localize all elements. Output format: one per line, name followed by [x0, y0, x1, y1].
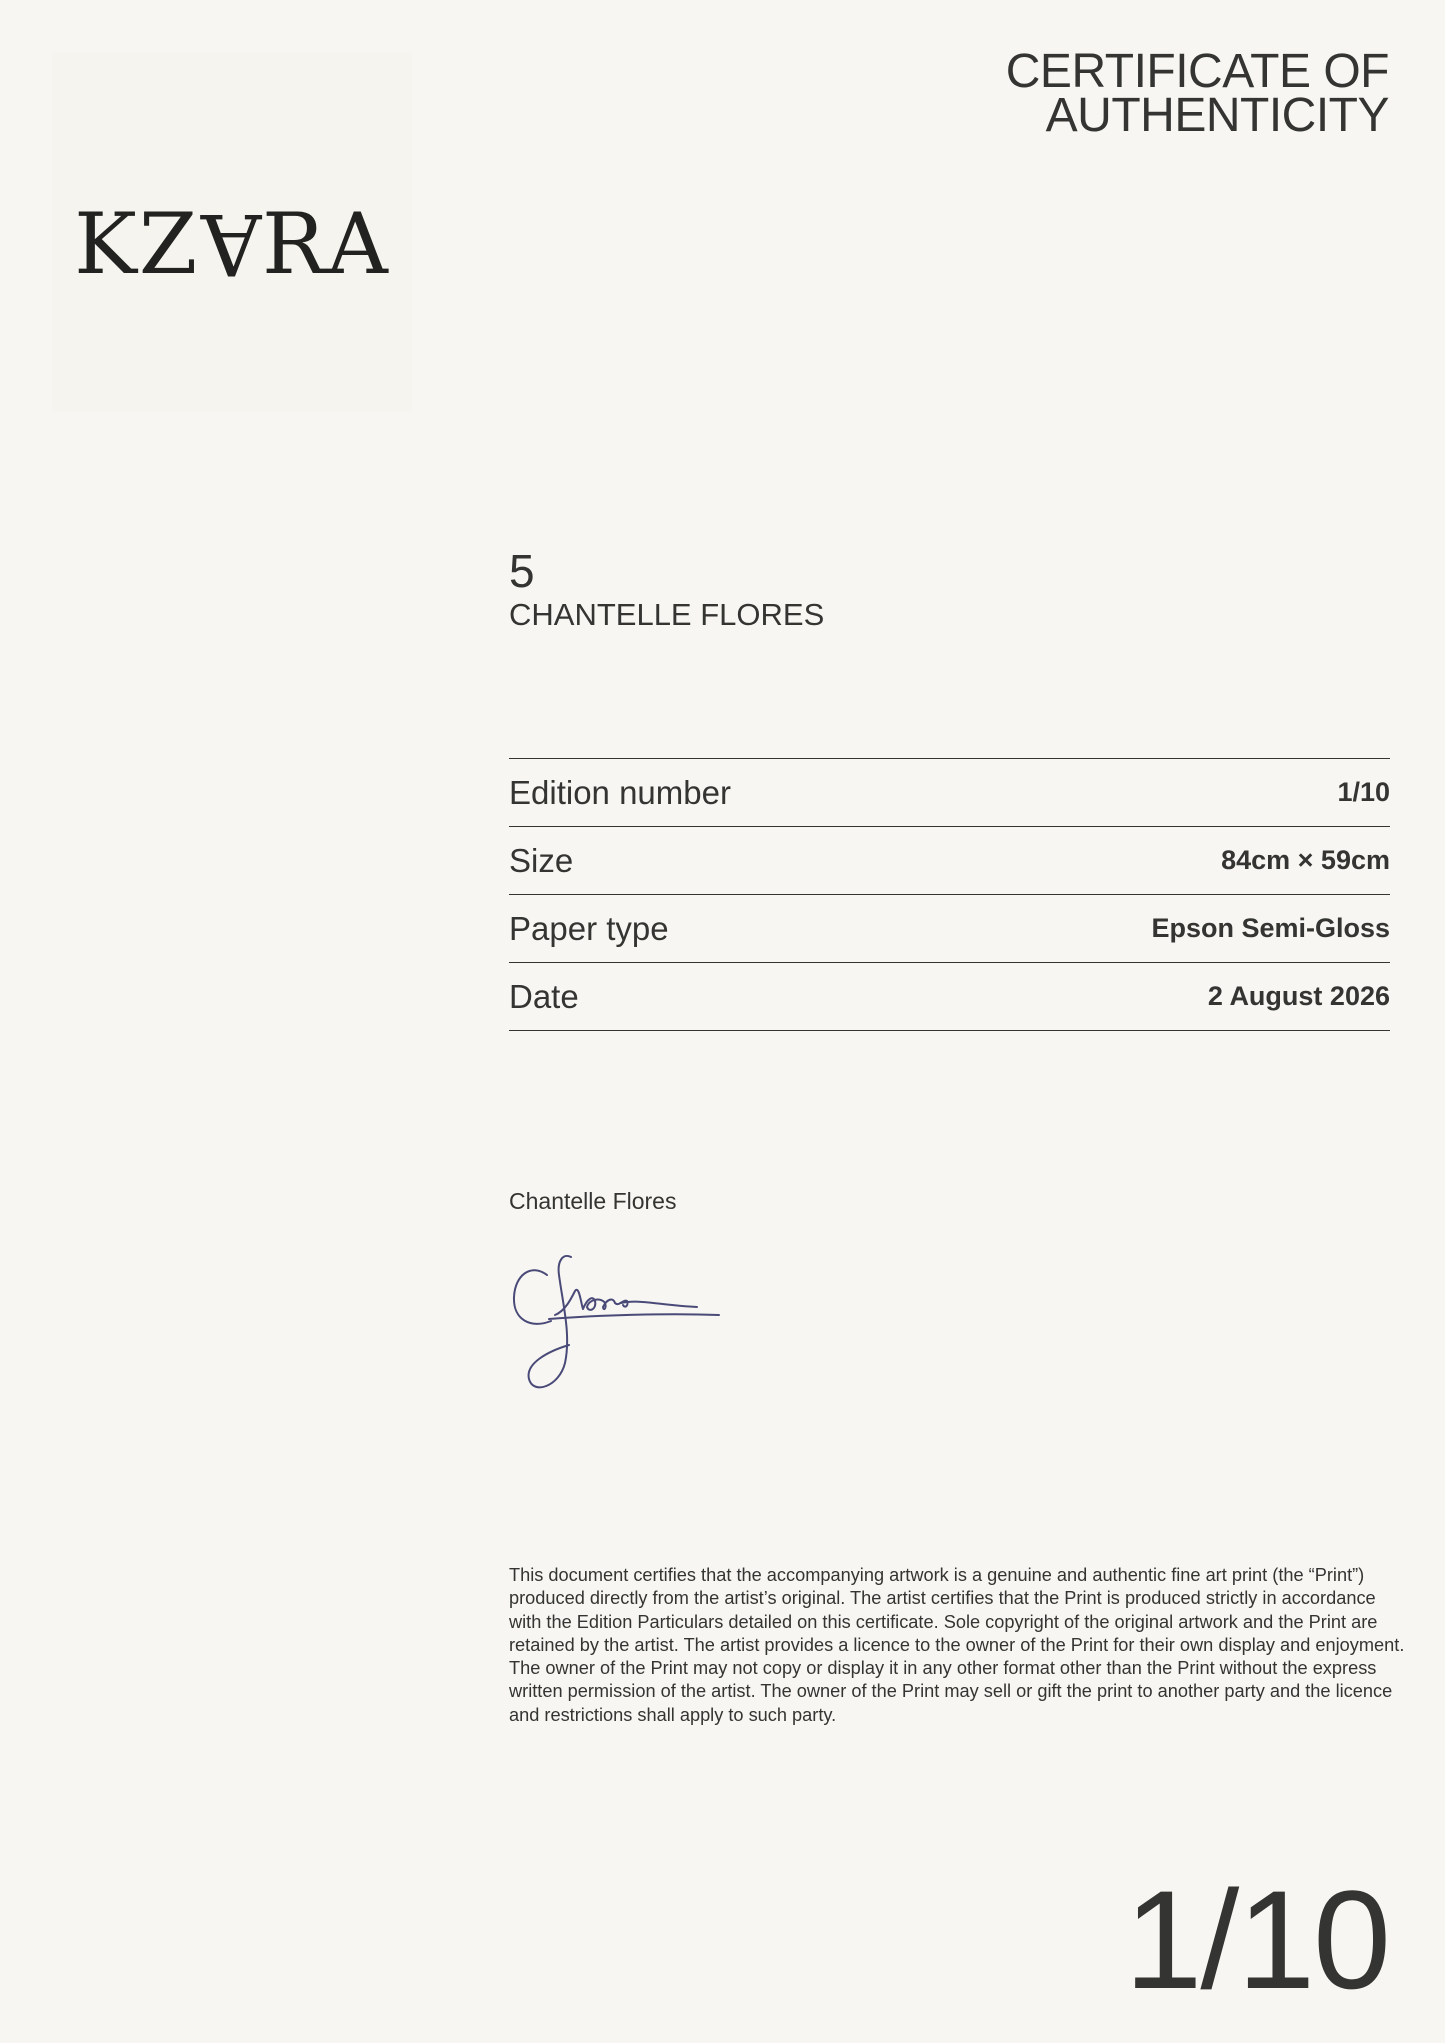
detail-row-paper-type — [509, 895, 1390, 963]
artwork-title: 5 — [509, 545, 535, 597]
detail-label: Date — [509, 977, 579, 1015]
detail-row-size — [509, 827, 1390, 895]
detail-label: Edition number — [509, 773, 731, 811]
detail-value: 84cm × 59cm — [1221, 845, 1390, 875]
detail-value: Epson Semi-Gloss — [1151, 913, 1390, 943]
certificate-title-line-1: CERTIFICATE OF — [1005, 45, 1389, 98]
artwork-heading — [509, 545, 824, 633]
artist-name: CHANTELLE FLORES — [509, 597, 825, 632]
edition-number-large: 1/10 — [1124, 1861, 1389, 2018]
legal-statement: This document certifies that the accompanying artwork is a genuine and authentic fine art print (the “Print”) produced directly from the artist’s original. The artist certifies that the Print is produced strictly in accordance with the Edition Particulars detailed on this certificate. Sole copyright of the original artwork and the Print are retained by the artist. The artist provides a licence to the owner of the Print for their own display and enjoyment. The owner of the Print may not copy or display it in any other format other than the Print without the express written permission of the artist. The owner of the Print may sell or gift the print to another party and the licence and restrictions shall apply to such party. — [509, 1565, 1405, 1725]
logo-part-3: RA — [261, 195, 390, 293]
detail-label: Paper type — [509, 909, 669, 947]
brand-logo — [52, 195, 412, 293]
handwritten-signature — [509, 1245, 769, 1405]
detail-row-edition-number — [509, 759, 1390, 827]
detail-label: Size — [509, 841, 574, 879]
logo-panel — [52, 52, 412, 412]
logo-part-1: KZ — [74, 195, 200, 293]
detail-value: 1/10 — [1337, 777, 1390, 807]
signer-name: Chantelle Flores — [509, 1188, 677, 1214]
detail-row-date — [509, 963, 1390, 1031]
certificate-title-line-2: AUTHENTICITY — [1045, 89, 1389, 142]
edition-details-table — [509, 758, 1390, 1031]
logo-part-flipped: A — [199, 195, 262, 293]
certificate-title — [1005, 45, 1389, 142]
detail-value: 2 August 2026 — [1207, 981, 1390, 1011]
